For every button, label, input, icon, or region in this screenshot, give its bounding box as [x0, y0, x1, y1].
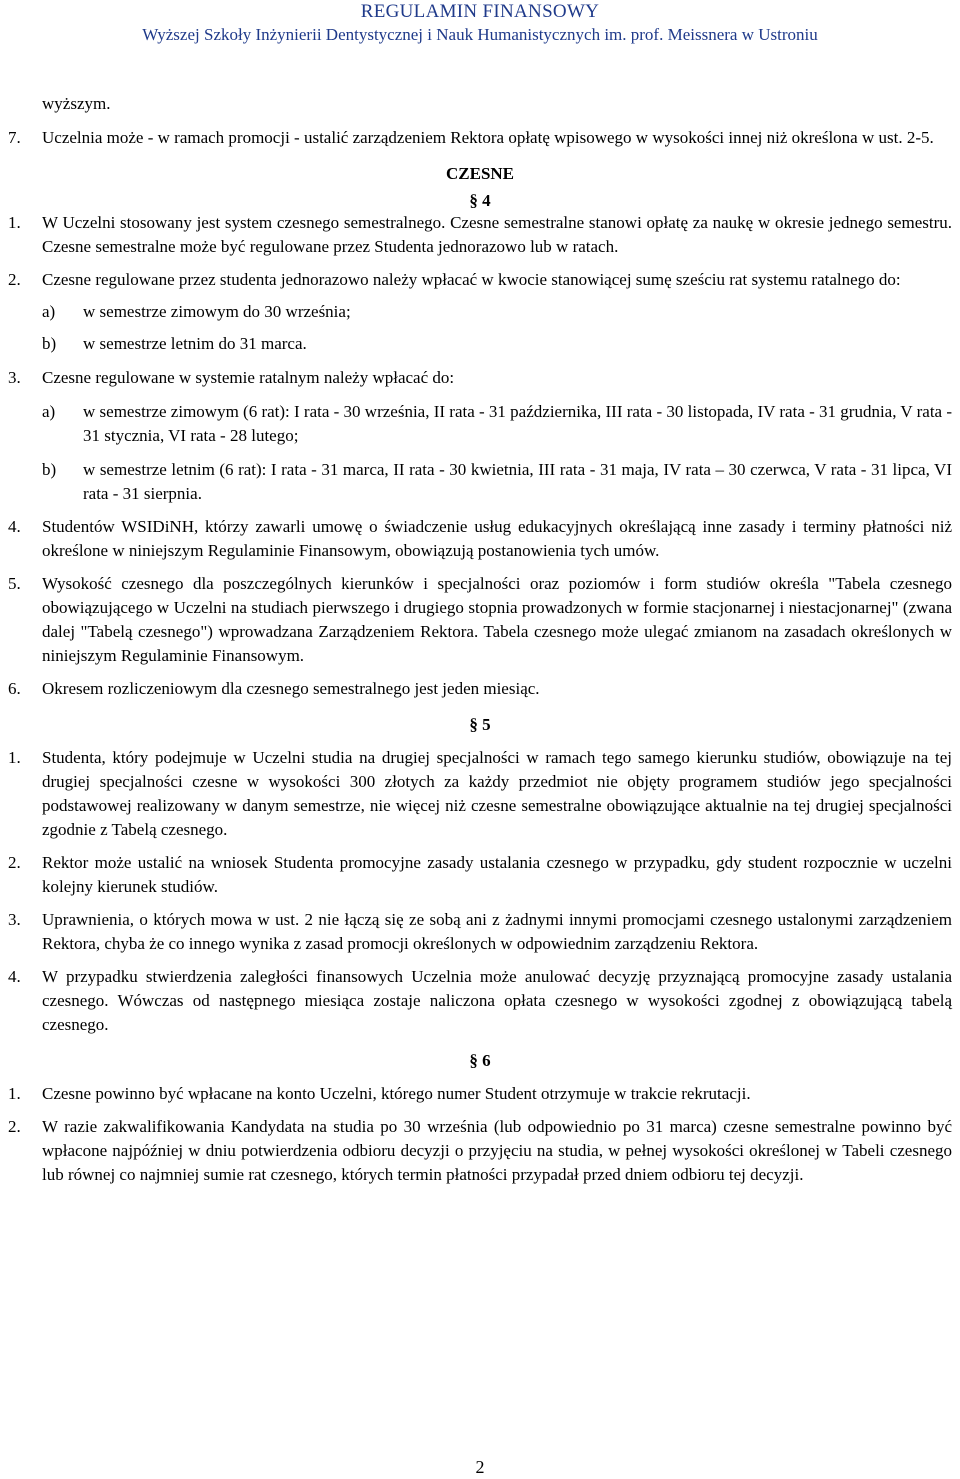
item-text: Studentów WSIDiNH, którzy zawarli umowę o świadczenie usług edukacyjnych określającą inne zasady i terminy płatności niż określone w niniejszym Regulaminie Finansowym, obowiązują postanowienia tych umów.: [42, 517, 952, 560]
item-number: 6.: [8, 679, 21, 698]
list-item: [0, 211, 960, 259]
list-item: [0, 851, 960, 899]
list-item: [0, 126, 960, 150]
item-number: 2.: [8, 1117, 21, 1136]
item-number: 1.: [8, 748, 21, 767]
sub-item-text: w semestrze letnim (6 rat): I rata - 31 marca, II rata - 30 kwietnia, III rata - 31 maja, IV rata – 30 czerwca, V rata - 31 lipca, VI rata - 31 sierpnia.: [83, 460, 952, 503]
list-item: [0, 908, 960, 956]
item-number: 5.: [8, 574, 21, 593]
sub-item-text: w semestrze zimowym (6 rat): I rata - 30 września, II rata - 31 października, III rata - 30 listopada, IV rata - 31 grudnia, V rata - 31 stycznia, VI rata - 28 lutego;: [83, 402, 953, 445]
list-item: [0, 515, 960, 563]
document-subtitle: Wyższej Szkoły Inżynierii Dentystycznej i Nauk Humanistycznych im. prof. Meissnera w Ustroniu: [142, 25, 818, 44]
section-title-czesne: CZESNE: [445, 164, 515, 183]
page-content: [0, 92, 960, 1187]
sub-item: [0, 332, 960, 356]
sub-item: [0, 458, 960, 506]
sub-item-text: w semestrze zimowym do 30 września;: [83, 302, 351, 321]
sub-item-letter: a): [42, 402, 56, 421]
item-text: Czesne powinno być wpłacane na konto Uczelni, którego numer Student otrzymuje w trakcie rekrutacji.: [42, 1084, 751, 1103]
item-number: 4.: [8, 517, 21, 536]
list-item: [0, 366, 960, 390]
item-number: 3.: [8, 910, 21, 929]
continuation-text: wyższym.: [42, 94, 111, 113]
item-number: 1.: [8, 213, 21, 232]
item-number: 2.: [8, 853, 21, 872]
document-title: REGULAMIN FINANSOWY: [360, 1, 600, 22]
list-item: [0, 965, 960, 1037]
item-text: Wysokość czesnego dla poszczególnych kierunków i specjalności oraz poziomów i form studiów określa "Tabela czesnego obowiązującego w Uczelni na studiach pierwszego i drugiego stopnia prowadzonych w formie stacjonarnej i niestacjonarnej" (zwana dalej "Tabelą czesnego") wprowadzana Zarządzeniem Rektora. Tabela czesnego może ulegać zmianom na zasadach określonych w niniejszym Regulaminie Finansowym.: [42, 574, 952, 665]
sub-item: [0, 300, 960, 324]
item-text: Uprawnienia, o których mowa w ust. 2 nie łączą się ze sobą ani z żadnymi innymi promocjami czesnego ustalonymi zarządzeniem Rektora, chyba że co innego wynika z zasad promocji określonych w odpowiednim zarządzeniu Rektora.: [42, 910, 952, 953]
item-text: W przypadku stwierdzenia zaległości finansowych Uczelnia może anulować decyzję przyznającą promocyjne zasady ustalania czesnego. Wówczas od następnego miesiąca zostaje naliczona opłata czesnego w wysokości zgodnej z obowiązującą tabelą czesnego.: [42, 967, 952, 1034]
item-text: Czesne regulowane w systemie ratalnym należy wpłacać do:: [42, 368, 455, 387]
sub-item-letter: b): [42, 334, 57, 353]
item-number: 2.: [8, 270, 21, 289]
item-text: W Uczelni stosowany jest system czesnego semestralnego. Czesne semestralne stanowi opłatę za naukę w okresie jednego semestru. Czesne semestralne może być regulowane przez Studenta jednorazowo lub w ratach.: [42, 213, 952, 256]
item-text: Uczelnia może - w ramach promocji - ustalić zarządzeniem Rektora opłatę wpisowego w wysokości innej niż określona w ust. 2-5.: [42, 128, 934, 147]
item-number: 1.: [8, 1084, 21, 1103]
sub-item-letter: a): [42, 302, 56, 321]
list-item: [0, 677, 960, 701]
item-text: Rektor może ustalić na wniosek Studenta promocyjne zasady ustalania czesnego w przypadku, gdy student rozpocznie w uczelni kolejny kierunek studiów.: [42, 853, 952, 896]
item-text: Okresem rozliczeniowym dla czesnego semestralnego jest jeden miesiąc.: [42, 679, 540, 698]
list-item: [0, 1115, 960, 1187]
item-text: Czesne regulowane przez studenta jednorazowo należy wpłacać w kwocie stanowiącej sumę sześciu rat systemu ratalnego do:: [42, 270, 901, 289]
item-text: Studenta, który podejmuje w Uczelni studia na drugiej specjalności w ramach tego samego kierunku studiów, obowiązuje na tej drugiej specjalności czesne w wysokości 300 złotych za każdy przedmiot nie objęty programem studiów jego specjalności podstawowej realizowany w danym semestrze, nie więcej niż czesne semestralne obowiązujące aktualnie na tej drugiej specjalności zgodnie z Tabelą czesnego.: [42, 748, 952, 839]
sub-item-letter: b): [42, 460, 57, 479]
paragraph-heading: § 6: [469, 1051, 491, 1070]
list-item: [0, 1082, 960, 1106]
item-number: 4.: [8, 967, 21, 986]
document-header: [0, 0, 960, 46]
sub-item: [0, 400, 960, 448]
list-item: [0, 572, 960, 668]
sub-item-text: w semestrze letnim do 31 marca.: [83, 334, 307, 353]
paragraph-heading: § 4: [469, 191, 491, 210]
item-text: W razie zakwalifikowania Kandydata na studia po 30 września (lub odpowiednio po 31 marca) czesne semestralne powinno być wpłacone najpóźniej w dniu potwierdzenia odbioru decyzji o przyjęciu na studia, w pełnej wysokości określonej w Tabeli czesnego lub równej co najmniej sumie rat czesnego, których termin płatności przypadał przed dniem odbioru tej decyzji.: [42, 1117, 952, 1184]
paragraph-heading: § 5: [469, 715, 491, 734]
item-number: 7.: [8, 128, 21, 147]
item-number: 3.: [8, 368, 21, 387]
list-item: [0, 268, 960, 292]
page-number: 2: [475, 1457, 485, 1477]
list-item: [0, 746, 960, 842]
